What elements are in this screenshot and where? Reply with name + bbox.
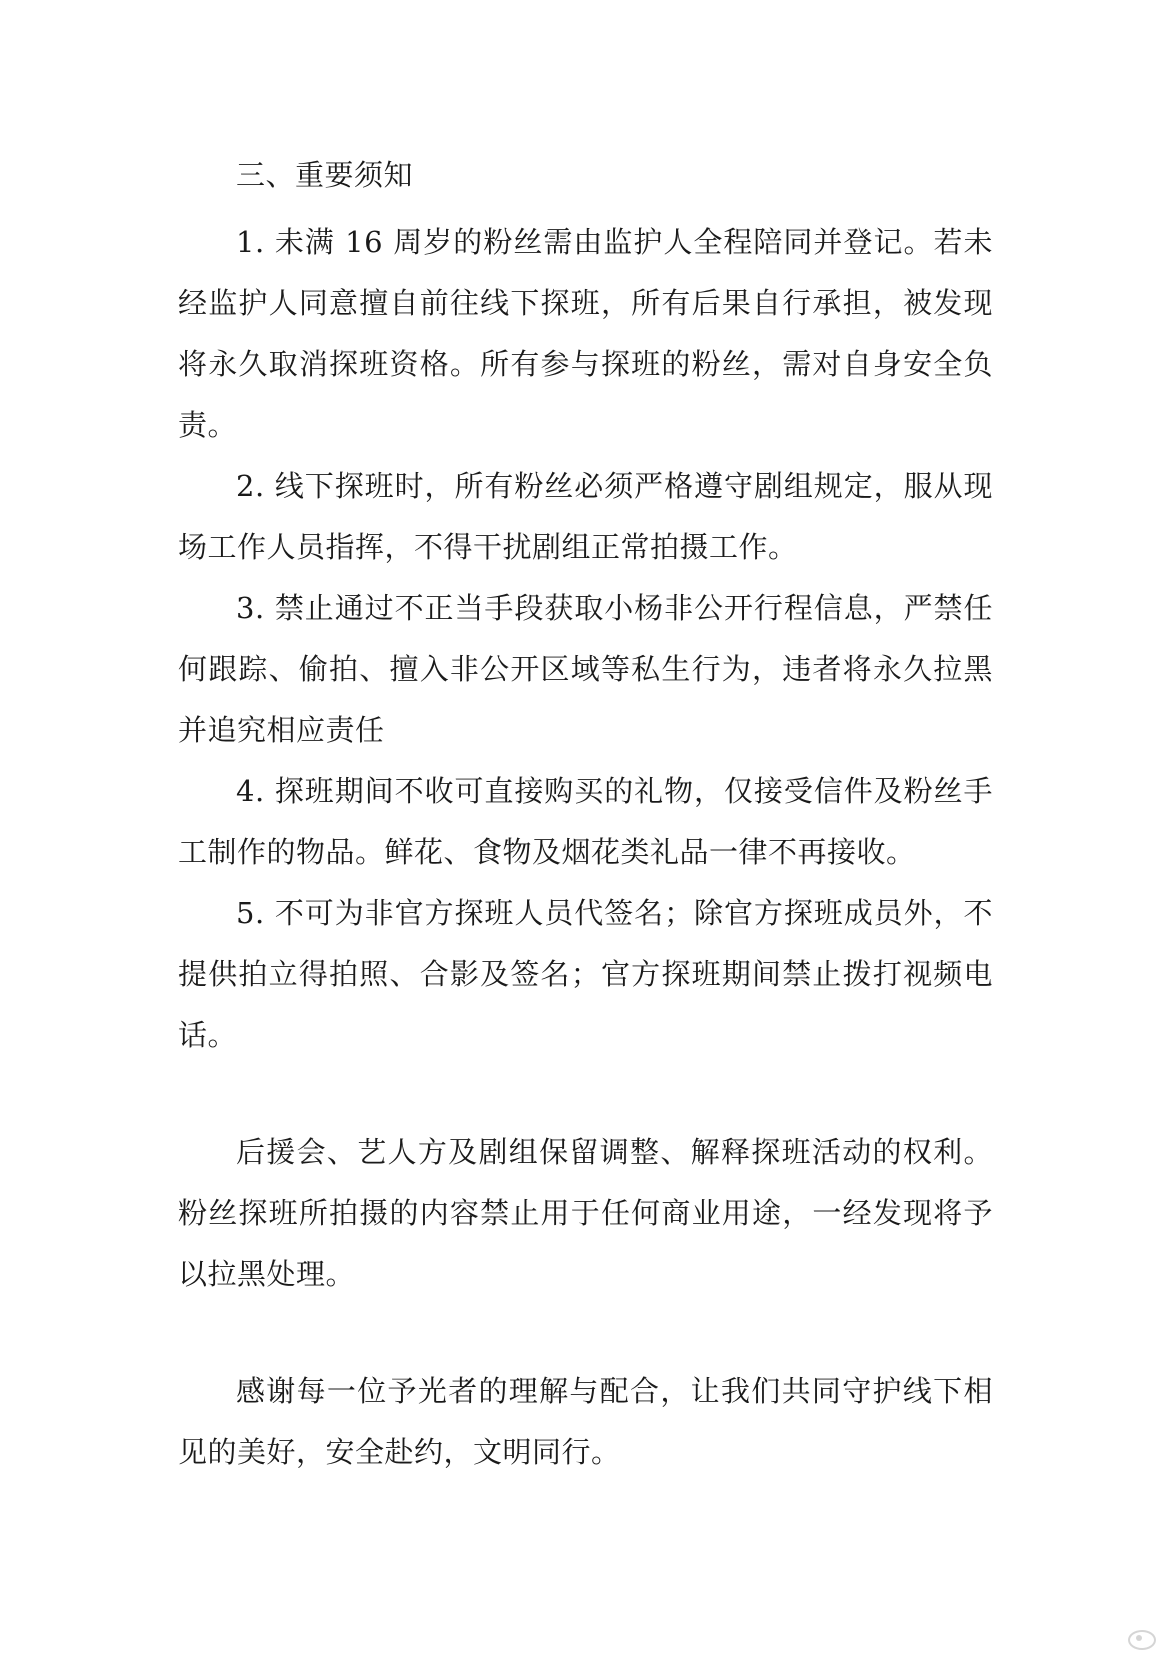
rights-statement: 后援会、艺人方及剧组保留调整、解释探班活动的权利。粉丝探班所拍摄的内容禁止用于任何商业用途，一经发现将予以拉黑处理。 [178, 1135, 993, 1291]
notice-item-1: 1. 未满 16 周岁的粉丝需由监护人全程陪同并登记。若未经监护人同意擅自前往线下探班，所有后果自行承担，被发现将永久取消探班资格。所有参与探班的粉丝，需对自身安全负责。 [178, 225, 993, 442]
spacer [178, 1305, 993, 1361]
notice-item-3: 3. 禁止通过不正当手段获取小杨非公开行程信息，严禁任何跟踪、偷拍、擅入非公开区域等私生行为，违者将永久拉黑并追究相应责任 [178, 591, 993, 747]
section-heading: 三、重要须知 [236, 158, 414, 192]
document-body [178, 145, 993, 1483]
notice-item-5: 5. 不可为非官方探班人员代签名；除官方探班成员外，不提供拍立得拍照、合影及签名；官方探班期间禁止拨打视频电话。 [178, 896, 993, 1052]
weibo-logo-icon [1126, 1624, 1156, 1648]
spacer [178, 1066, 993, 1122]
closing-statement: 感谢每一位予光者的理解与配合，让我们共同守护线下相见的美好，安全赴约，文明同行。 [178, 1374, 993, 1469]
notice-item-2: 2. 线下探班时，所有粉丝必须严格遵守剧组规定，服从现场工作人员指挥，不得干扰剧组正常拍摄工作。 [178, 469, 993, 564]
watermark [1126, 1624, 1160, 1648]
notice-item-4: 4. 探班期间不收可直接购买的礼物，仅接受信件及粉丝手工制作的物品。鲜花、食物及烟花类礼品一律不再接收。 [178, 774, 993, 869]
